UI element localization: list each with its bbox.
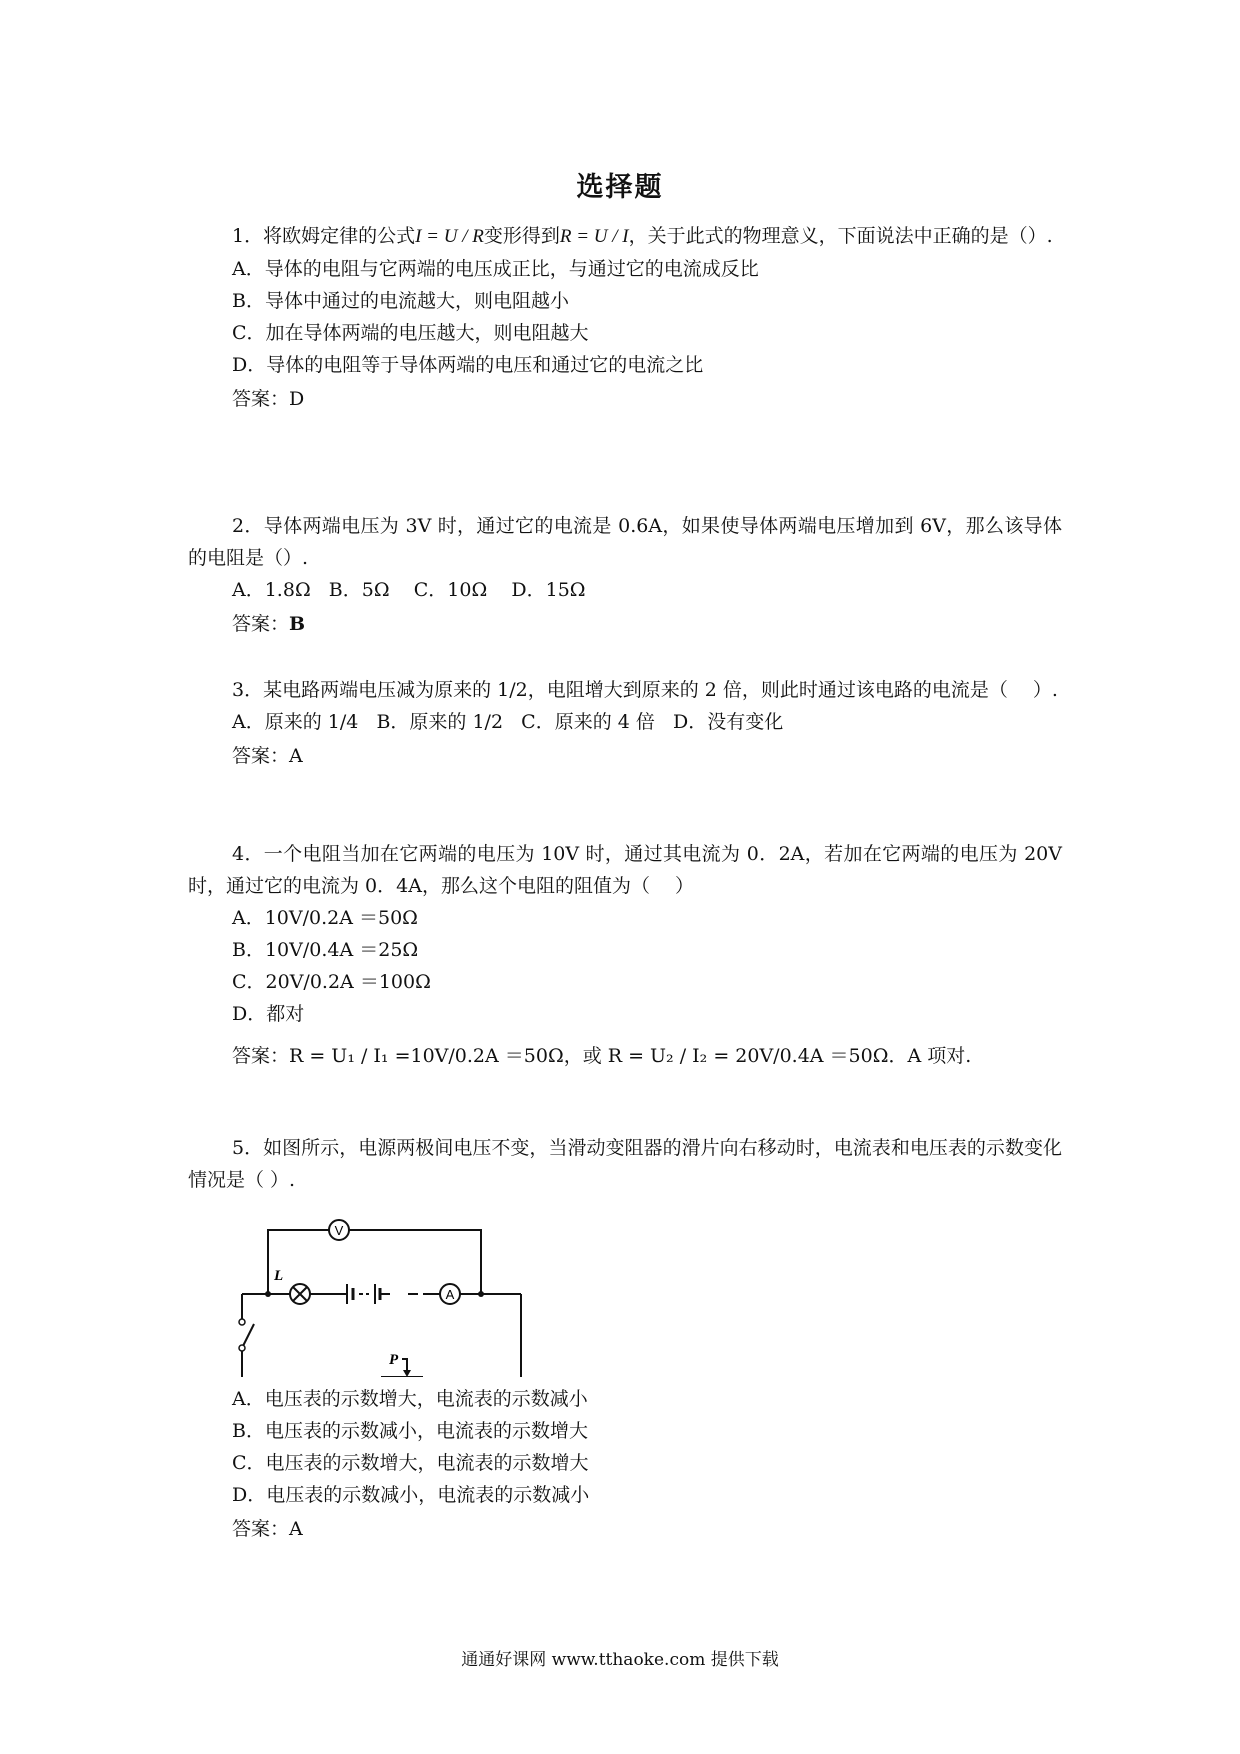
question-2 (188, 510, 1062, 640)
option-d: D．导体的电阻等于导体两端的电压和通过它的电流之比 (232, 354, 704, 376)
voltmeter-label: V (334, 1223, 344, 1238)
footer-source-note: 通通好课网 www.tthaoke.com 提供下载 (461, 1650, 779, 1670)
question-5 (188, 1132, 1062, 1545)
answer-label: 答案： (232, 613, 290, 635)
option-b: B．10V/0.4A ＝25Ω (232, 939, 419, 961)
page-title: 选择题 (576, 172, 664, 203)
answer-value: B (289, 613, 306, 635)
question-stem: 5．如图所示，电源两极间电压不变，当滑动变阻器的滑片向右移动时，电流表和电压表的示数变化情况是（ ）. (188, 1137, 1062, 1191)
slider-label: P (389, 1352, 399, 1368)
option-a: A．电压表的示数增大，电流表的示数减小 (232, 1388, 588, 1410)
circuit-diagram (232, 1202, 562, 1377)
ammeter-label: A (445, 1287, 455, 1302)
option-b: B．导体中通过的电流越大，则电阻越小 (232, 290, 569, 312)
options-line: A．1.8Ω B．5Ω C．10Ω D．15Ω (232, 579, 586, 601)
stem-text: ，关于此式的物理意义，下面说法中正确的是（）. (628, 225, 1053, 247)
option-d: D．都对 (232, 1003, 305, 1025)
answer: 答案：A (232, 1518, 303, 1540)
option-a: A．导体的电阻与它两端的电压成正比，与通过它的电流成反比 (232, 258, 759, 280)
option-a: A．10V/0.2A ＝50Ω (232, 907, 418, 929)
options-line: A．原来的 1/4 B．原来的 1/2 C．原来的 4 倍 D．没有变化 (232, 711, 784, 733)
question-stem (188, 220, 1062, 253)
formula: R = U / I (559, 226, 629, 247)
question-stem: 4．一个电阻当加在它两端的电压为 10V 时，通过其电流为 0．2A，若加在它两端的电压为 20V 时，通过它的电流为 0．4A，那么这个电阻的阻值为（ ） (188, 843, 1062, 897)
question-stem: 2．导体两端电压为 3V 时，通过它的电流是 0.6A，如果使导体两端电压增加到 6V，那么该导体的电阻是（）. (188, 515, 1062, 569)
option-c: C．加在导体两端的电压越大，则电阻越大 (232, 322, 589, 344)
question-stem: 3．某电路两端电压减为原来的 1/2，电阻增大到原来的 2 倍，则此时通过该电路的电流是（ ）. (232, 679, 1058, 701)
stem-text: 1．将欧姆定律的公式 (232, 225, 416, 247)
stem-text: 变形得到 (483, 225, 560, 247)
lamp-label: L (274, 1268, 284, 1284)
answer: 答案：A (232, 745, 303, 767)
question-4 (188, 838, 1062, 1072)
question-3 (188, 674, 1062, 772)
formula: I = U / R (415, 226, 484, 247)
answer: 答案：D (232, 388, 305, 410)
answer (232, 608, 1062, 640)
answer: 答案：R = U₁ / I₁ =10V/0.2A ＝50Ω，或 R = U₂ / I₂ = 20V/0.4A ＝50Ω．A 项对. (232, 1045, 972, 1067)
option-d: D．电压表的示数减小，电流表的示数减小 (232, 1484, 590, 1506)
option-c: C．电压表的示数增大，电流表的示数增大 (232, 1452, 589, 1474)
question-1 (188, 220, 1062, 415)
option-c: C．20V/0.2A ＝100Ω (232, 971, 431, 993)
option-b: B．电压表的示数减小，电流表的示数增大 (232, 1420, 588, 1442)
